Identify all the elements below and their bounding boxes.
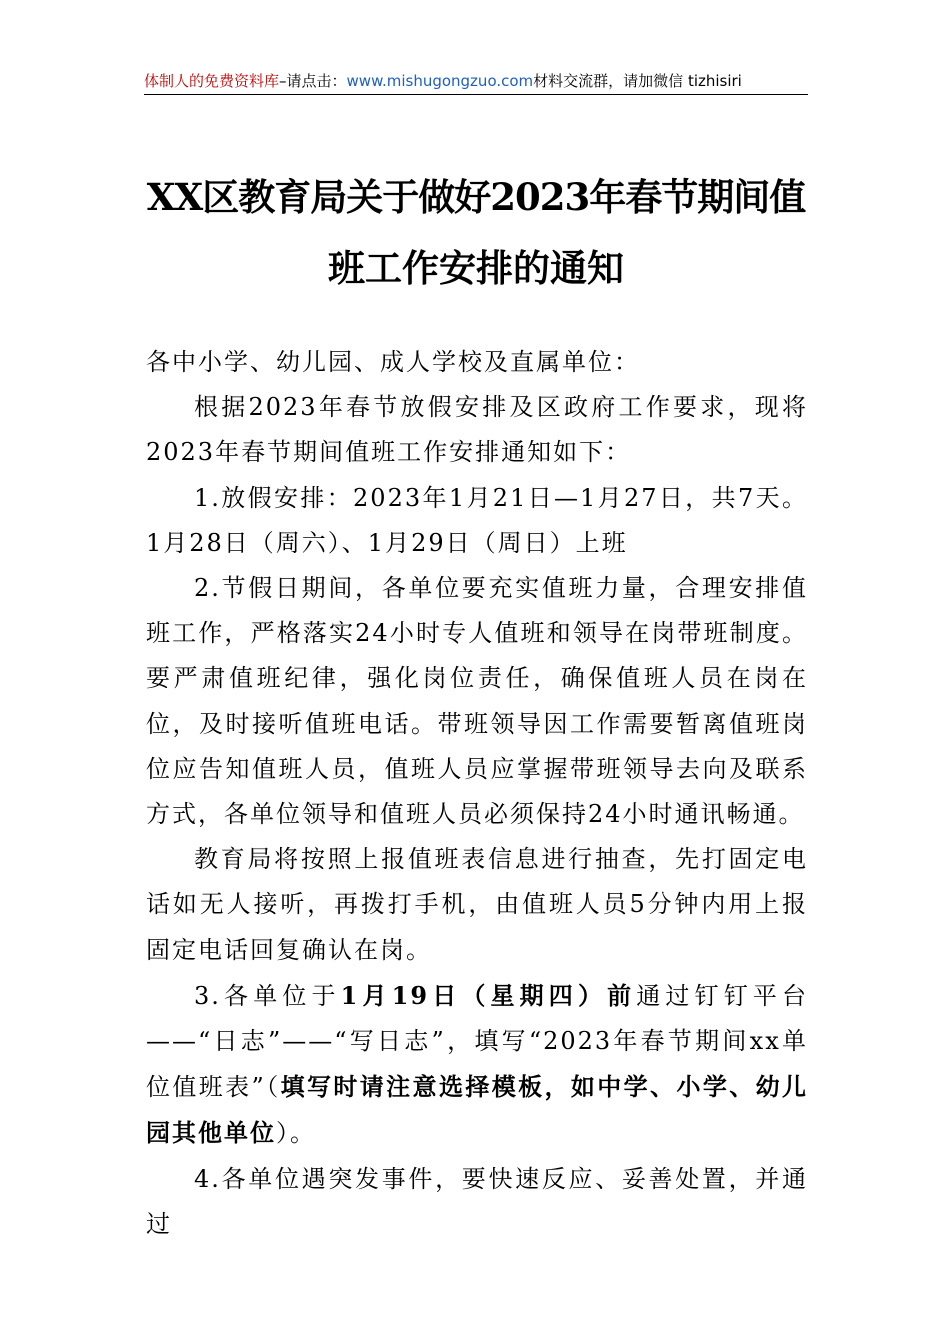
header-prompt: –请点击： (279, 72, 347, 90)
item-3-prefix: 3.各单位于 (194, 981, 341, 1010)
document-title-line-2: 班工作安排的通知 (328, 246, 624, 290)
item-4-emergencies: 4.各单位遇突发事件，要快速反应、妥善处置，并通过 (146, 1164, 808, 1238)
document-title-line-1: XX区教育局关于做好2023年春节期间值 (146, 175, 806, 219)
item-3-middle: 通过钉钉平台——“日志”——“写日志”，填写“2023年春节期间xx单位值班表”（ (146, 981, 808, 1102)
item-1-holiday-schedule: 1.放假安排：2023年1月21日—1月27日，共7天。1月28日（周六）、1月29日（周日）上班 (146, 483, 808, 557)
item-3-suffix: ）。 (276, 1119, 316, 1148)
page-header (144, 70, 808, 95)
item-3-template-note: 填写时请注意选择模板，如中学、小学、幼儿园其他单位 (146, 1072, 808, 1148)
salutation: 各中小学、幼儿园、成人学校及直属单位： (146, 348, 640, 376)
header-url-link[interactable]: www.mishugongzuo.com (346, 72, 534, 90)
header-brand: 体制人的免费资料库 (144, 72, 280, 90)
item-3-submission (146, 973, 808, 1157)
item-3-deadline: 1月19日（星期四）前 (340, 980, 637, 1010)
item-2-duty-requirements: 2.节假日期间，各单位要充实值班力量，合理安排值班工作，严格落实24小时专人值班和领导在岗带班制度。要严肃值班纪律，强化岗位责任，确保值班人员在岗在位，及时接听值班电话。带班领导因工作需要暂离值班岗位应告知值班人员，值班人员应掌握带班领导去向及联系方式，各单位领导和值班人员必须保持24小时通讯畅通。 (146, 574, 808, 829)
spot-check-paragraph: 教育局将按照上报值班表信息进行抽查，先打固定电话如无人接听，再拨打手机，由值班人员5分钟内用上报固定电话回复确认在岗。 (146, 845, 808, 964)
header-contact-text: 材料交流群，请加微信 tizhisiri (533, 72, 742, 90)
intro-paragraph: 根据2023年春节放假安排及区政府工作要求，现将2023年春节期间值班工作安排通知如下： (146, 393, 808, 467)
document-body (146, 340, 808, 1247)
